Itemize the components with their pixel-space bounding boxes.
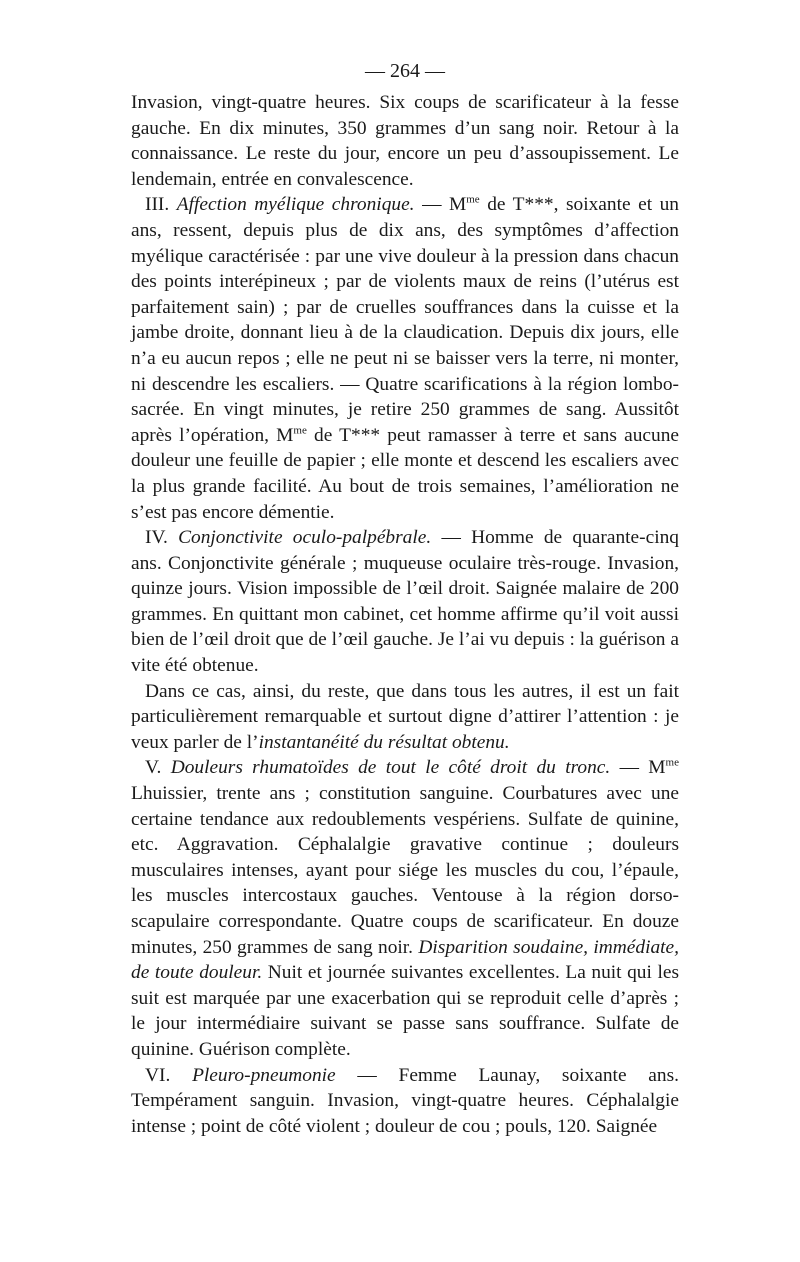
superscript: me (466, 193, 480, 206)
case-number: IV. (145, 527, 168, 549)
case-emphasis: Disparition soudaine, immédiate, de toute douleur. (131, 936, 680, 984)
case-text: — M (422, 194, 467, 216)
case-text: Nuit et journée suivantes excellentes. La nuit qui les suit est marquée par une exacerbation qui se reproduit celle d’après ; le jour intermédiaire suivant se passe sans souffrance. Sulfate de quinine. Guérison complète. (131, 962, 679, 1060)
page-number: — 264 — (365, 60, 445, 82)
case-text: de T*** peut ramasser à terre et sans aucune douleur une feuille de papier ; elle monte et descend les escaliers avec la plus grande facilité. Au bout de trois semaines, l’amélioration ne s’est pas encore démentie. (131, 424, 679, 523)
paragraph-remark (131, 679, 679, 756)
remark-text: Dans ce cas, ainsi, du reste, que dans tous les autres, il est un fait particulièrement remarquable et surtout digne d’attirer l’attention : je veux parler de l’ (131, 680, 679, 753)
paragraph-case-iv (131, 525, 679, 679)
case-text: de T***, soixante et un ans, ressent, depuis plus de dix ans, des symptômes d’affection myélique caractérisée : par une vive douleur à la pression dans chacun des points interépineux ; par de violents maux de reins (l’utérus est parfaitement sain) ; par de cruelles souffrances dans la cuisse et la jambe droite, donnant lieu à de la claudication. Depuis dix jours, elle n’a eu aucun repos ; elle ne peut ni se baisser vers la terre, ni monter, ni descendre les escaliers. — Quatre scarifications à la région lombo-sacrée. En vingt minutes, je retire 250 grammes de sang. Aussitôt après l’opération, M (131, 194, 680, 446)
case-text: Lhuissier, trente ans ; constitution sanguine. Courbatures avec une certaine tendance aux redoublements vespériens. Sulfate de quinine, etc. Aggravation. Céphalalgie gravative continue ; douleurs musculaires intenses, ayant pour siége les muscles du cou, l’épaule, les muscles intercostaux gauches. Ventouse à la région dorso-scapulaire correspondante. Quatre coups de scarificateur. En douze minutes, 250 grammes de sang noir. (131, 783, 679, 958)
case-title: Affection myélique chronique. (176, 194, 415, 216)
paragraph-case-v (131, 755, 679, 1062)
case-title: Douleurs rhumatoïdes de tout le côté droit du tronc. (170, 757, 611, 779)
paragraph-case-iii (131, 192, 679, 525)
case-text: — Femme Launay, soixante ans. Tempérament sanguin. Invasion, vingt-quatre heures. Céphalalgie intense ; point de côté violent ; douleur de cou ; pouls, 120. Saignée (131, 1064, 679, 1137)
paragraph-case-vi (131, 1063, 679, 1140)
case-text: — M (610, 757, 666, 779)
case-title: Conjonctivite oculo-palpébrale. (178, 527, 432, 549)
book-page (131, 58, 679, 1139)
case-number: VI. (145, 1064, 171, 1086)
case-title: Pleuro-pneumonie (192, 1064, 336, 1086)
case-number: V. (145, 757, 162, 779)
case-number: III. (145, 194, 170, 216)
case-text: — Homme de quarante-cinq ans. Conjonctivite générale ; muqueuse oculaire très-rouge. Invasion, quinze jours. Vision impossible de l’œil droit. Saignée malaire de 200 grammes. En quittant mon cabinet, cet homme affirme qu’il voit aussi bien de l’œil droit que de l’œil gauche. Je l’ai vu depuis : la guérison a vite été obtenue. (131, 527, 679, 677)
remark-emphasis: instantanéité du résultat obtenu. (258, 731, 510, 753)
paragraph-case-ii-end: Invasion, vingt-quatre heures. Six coups de scarificateur à la fesse gauche. En dix minutes, 350 grammes d’un sang noir. Retour à la connaissance. Le reste du jour, encore un peu d’assoupissement. Le lendemain, entrée en convalescence. (131, 92, 679, 190)
superscript: me (665, 756, 679, 769)
superscript: me (293, 424, 307, 437)
